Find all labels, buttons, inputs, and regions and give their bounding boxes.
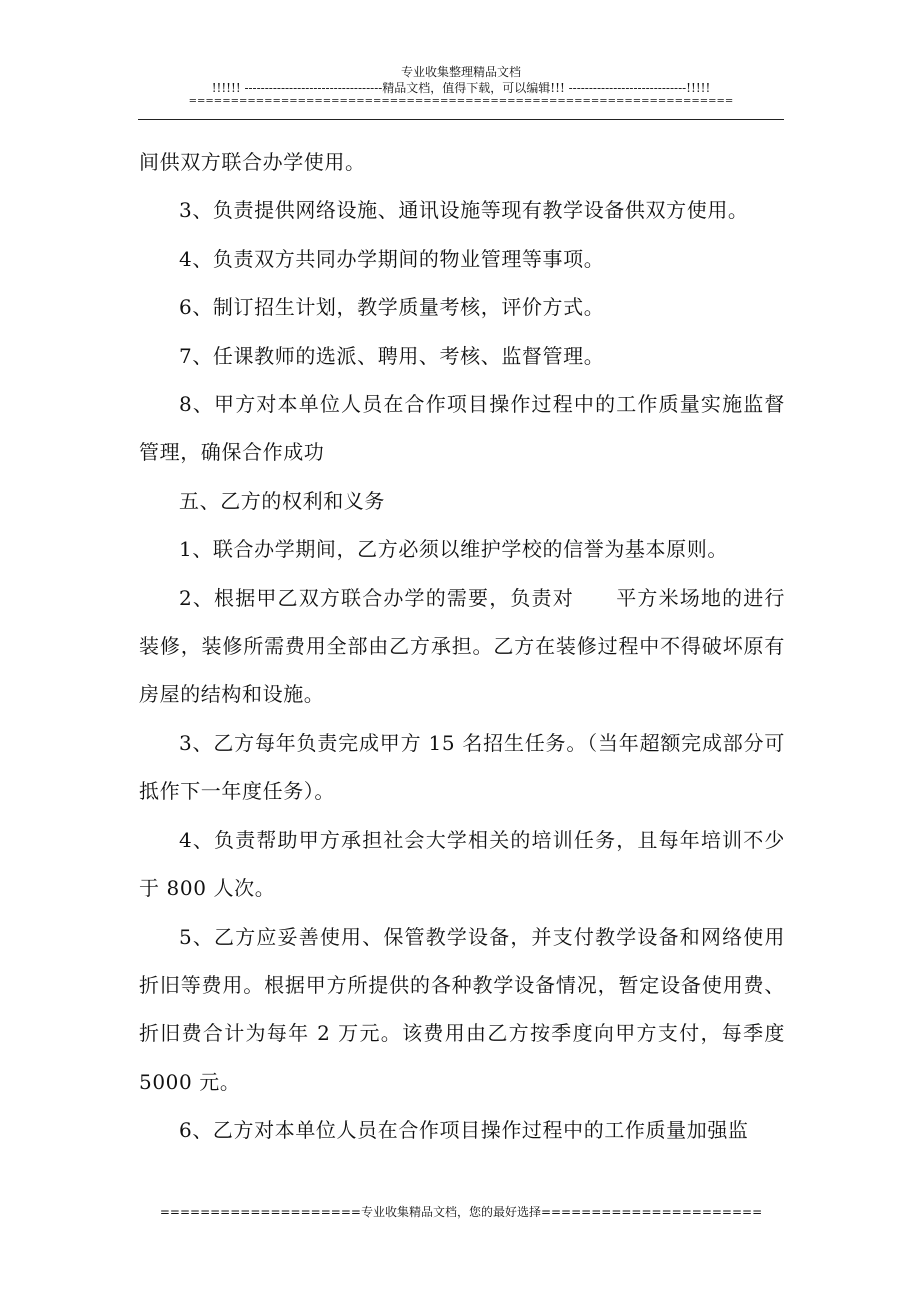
paragraph: 4、负责帮助甲方承担社会大学相关的培训任务，且每年培训不少于 800 人次。 <box>139 827 785 901</box>
paragraph: 4、负责双方共同办学期间的物业管理等事项。 <box>179 246 605 271</box>
section-heading: 五、乙方的权利和义务 <box>179 488 385 513</box>
paragraph: 6、乙方对本单位人员在合作项目操作过程中的工作质量加强监 <box>179 1118 749 1143</box>
paragraph: 5、乙方应妥善使用、保管教学设备，并支付教学设备和网络使用折旧等费用。根据甲方所提供的各种教学设备情况，暂定设备使用费、折旧费合计为每年 2 万元。该费用由乙方按季度向甲方支付，每季度 5000 元。 <box>139 924 785 1094</box>
paragraph: 2、根据甲乙双方联合办学的需要，负责对 平方米场地的进行装修，装修所需费用全部由乙方承担。乙方在装修过程中不得破坏原有房屋的结构和设施。 <box>139 585 785 707</box>
paragraph: 3、负责提供网络设施、通讯设施等现有教学设备供双方使用。 <box>179 198 749 223</box>
paragraph: 8、甲方对本单位人员在合作项目操作过程中的工作质量实施监督管理，确保合作成功 <box>139 392 785 465</box>
paragraph: 6、制订招生计划，教学质量考核，评价方式。 <box>179 295 605 320</box>
page-footer: ====================专业收集精品文档，您的最好选择====================== <box>159 1205 763 1219</box>
page-header <box>138 64 784 108</box>
header-subtitle: !!!!!! ----------------------------------精品文档，值得下载，可以编辑!!! -----------------------------!!!!! <box>211 81 711 95</box>
paragraph: 1、联合办学期间，乙方必须以维护学校的信誉为基本原则。 <box>179 537 728 562</box>
paragraph-continuation: 间供双方联合办学使用。 <box>139 150 366 174</box>
header-rule <box>138 119 784 120</box>
paragraph: 7、任课教师的选派、聘用、考核、监督管理。 <box>179 343 605 368</box>
document-body <box>139 138 785 1155</box>
paragraph: 3、乙方每年负责完成甲方 15 名招生任务。（当年超额完成部分可抵作下一年度任务）。 <box>139 730 785 804</box>
header-title: 专业收集整理精品文档 <box>400 65 521 79</box>
header-separator: ================================================================= <box>188 96 734 107</box>
